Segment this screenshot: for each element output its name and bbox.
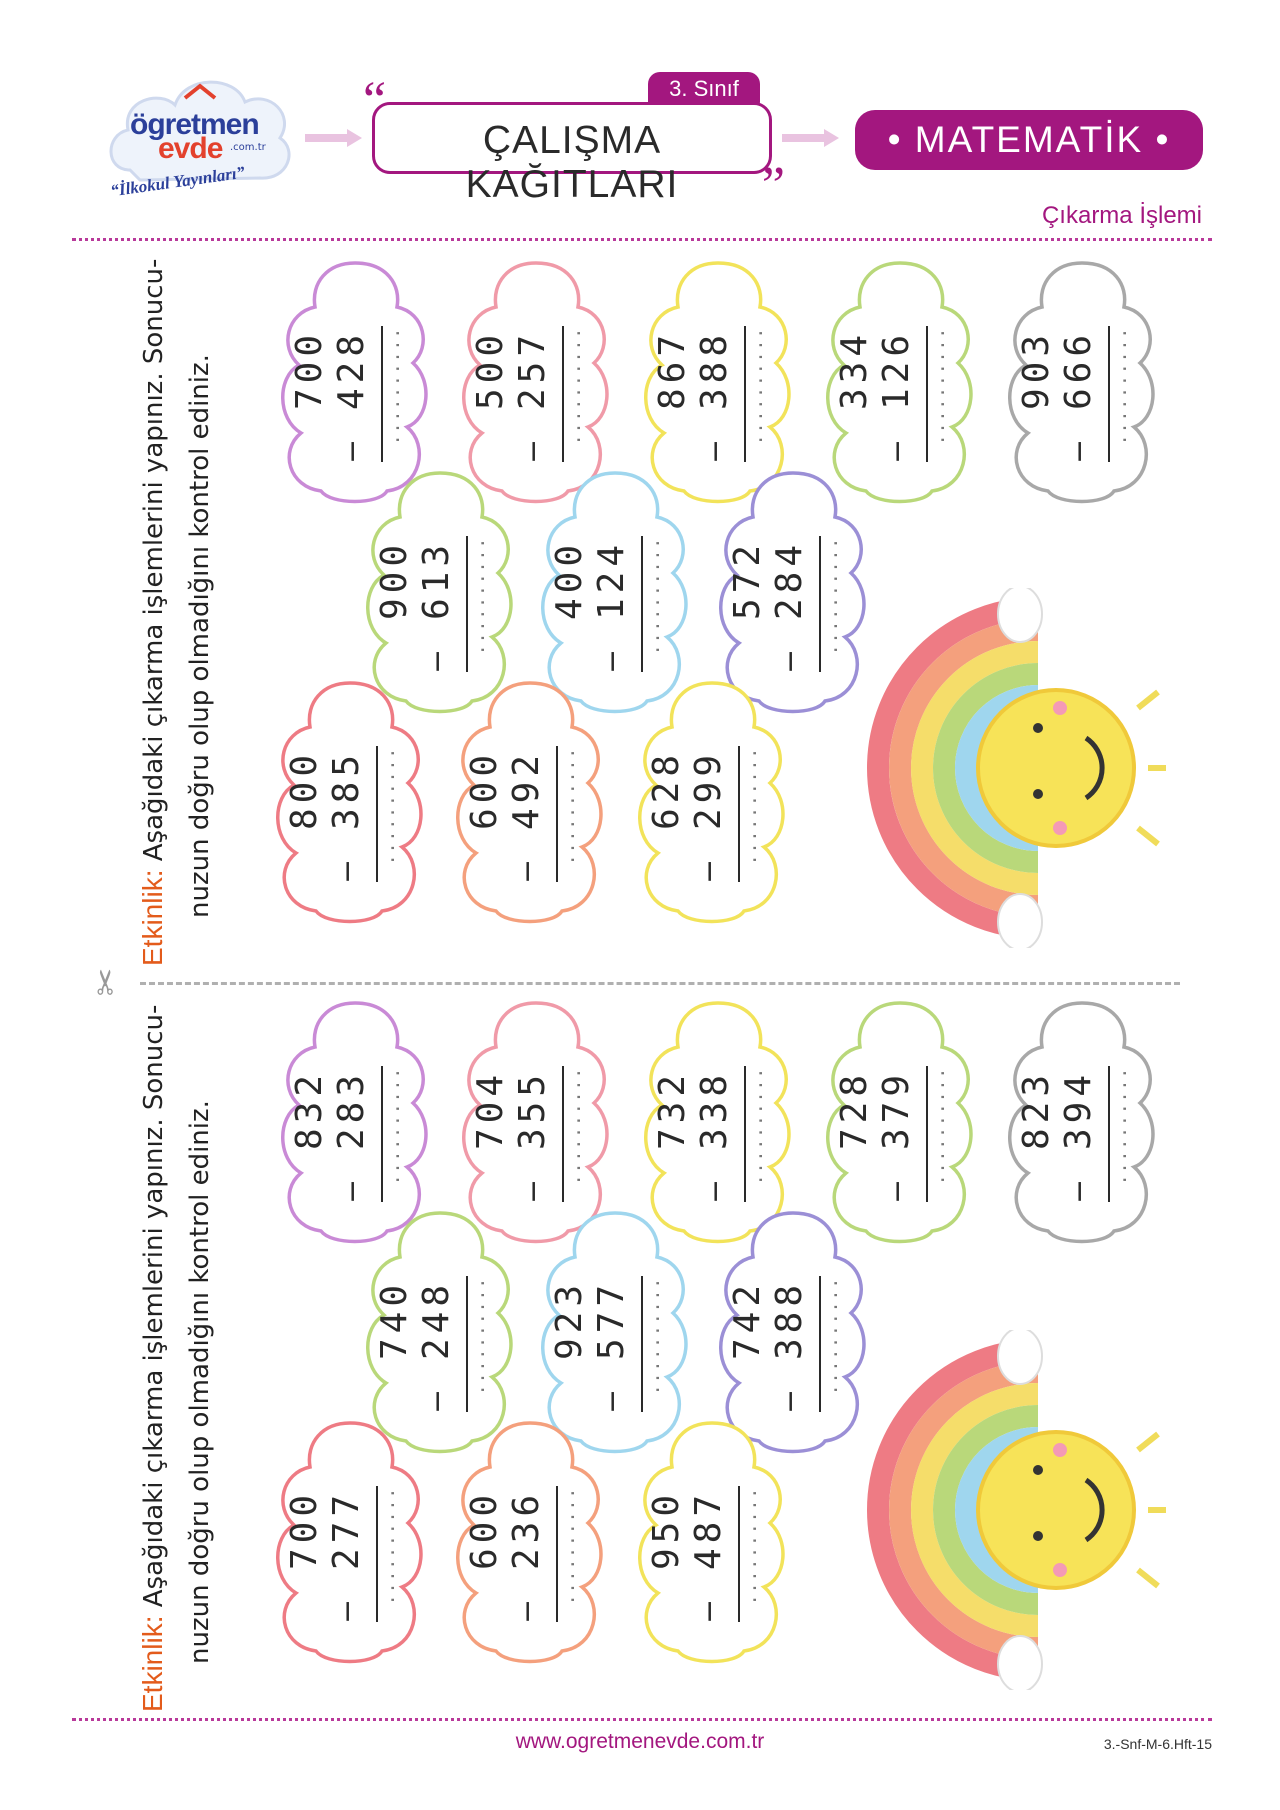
subtrahend: 388 <box>694 330 735 411</box>
problem-text <box>285 1010 425 1230</box>
problem-text <box>642 1430 782 1650</box>
problem-text <box>723 1220 863 1440</box>
subtrahend: 124 <box>591 540 632 621</box>
subtrahend: 385 <box>326 750 367 831</box>
answer-blank[interactable]: .......... <box>1110 1066 1131 1186</box>
minuend: 728 <box>834 1070 875 1151</box>
instruction-label: Etkinlik: <box>137 869 168 966</box>
sun-icon <box>978 690 1166 846</box>
minuend: 600 <box>464 750 505 831</box>
minuend: 400 <box>549 540 590 621</box>
bottom-divider <box>72 1718 1212 1721</box>
answer-blank[interactable]: .......... <box>1110 326 1131 446</box>
minus-sign-icon: − <box>880 1178 915 1204</box>
minus-sign-icon: − <box>1062 438 1097 464</box>
subtrahend: 257 <box>512 330 553 411</box>
minus-sign-icon: − <box>692 1598 727 1624</box>
subtrahend: 428 <box>331 330 372 411</box>
instruction-label: Etkinlik: <box>137 1615 168 1712</box>
scissors-icon: ✂ <box>86 967 127 997</box>
minuend: 500 <box>470 330 511 411</box>
problem-text <box>723 480 863 700</box>
answer-blank[interactable]: .......... <box>746 1066 767 1186</box>
subtraction-problem <box>450 1415 610 1665</box>
minuend: 700 <box>289 330 330 411</box>
problem-text <box>830 270 970 490</box>
subtraction-problem <box>450 675 610 925</box>
subtraction-problem <box>270 675 430 925</box>
instruction-block <box>130 992 270 1712</box>
footer-page-code: 3.-Snf-M-6.Hft-15 <box>1103 1736 1212 1752</box>
minuend: 950 <box>646 1490 687 1571</box>
minuend: 823 <box>1016 1070 1057 1151</box>
minus-sign-icon: − <box>335 438 370 464</box>
answer-blank[interactable]: .......... <box>821 536 842 656</box>
logo-word-ogretmen: ögretmen <box>130 108 259 141</box>
subtrahend: 666 <box>1058 330 1099 411</box>
minus-sign-icon: − <box>773 648 808 674</box>
subject-badge: • MATEMATİK • <box>855 110 1203 170</box>
subtrahend: 394 <box>1058 1070 1099 1151</box>
logo-domain: .com.tr <box>230 142 266 153</box>
minus-sign-icon: − <box>510 858 545 884</box>
arrow-right-icon <box>305 128 363 148</box>
topic-label: Çıkarma İşlemi <box>1041 202 1202 229</box>
subtraction-problem <box>1002 995 1162 1245</box>
subtrahend: 236 <box>506 1490 547 1571</box>
problem-text <box>830 1010 970 1230</box>
minus-sign-icon: − <box>698 1178 733 1204</box>
minuend: 732 <box>652 1070 693 1151</box>
problem-text <box>370 1220 510 1440</box>
answer-blank[interactable]: .......... <box>564 1066 585 1186</box>
publisher-logo <box>100 60 300 210</box>
instruction-line-1: Aşağıdaki çıkarma işlemlerini yapınız. Sonucu- <box>139 1004 169 1608</box>
subtrahend: 492 <box>506 750 547 831</box>
minus-sign-icon: − <box>1062 1178 1097 1204</box>
problem-text <box>280 1430 420 1650</box>
problem-text <box>466 1010 606 1230</box>
arrow-right-icon <box>782 128 840 148</box>
answer-blank[interactable]: .......... <box>643 1276 664 1396</box>
subtrahend: 388 <box>769 1280 810 1361</box>
minuend: 832 <box>289 1070 330 1151</box>
answer-blank[interactable]: .......... <box>740 1486 761 1606</box>
minus-sign-icon: − <box>516 438 551 464</box>
problem-text <box>460 1430 600 1650</box>
problem-text <box>648 270 788 490</box>
minus-sign-icon: − <box>335 1178 370 1204</box>
answer-blank[interactable]: .......... <box>740 746 761 866</box>
subtraction-problem <box>270 1415 430 1665</box>
sun-icon <box>978 1432 1166 1588</box>
minus-sign-icon: − <box>420 1388 455 1414</box>
problem-text <box>642 690 782 910</box>
problem-text <box>280 690 420 910</box>
answer-blank[interactable]: .......... <box>378 746 399 866</box>
minuend: 800 <box>284 750 325 831</box>
minuend: 628 <box>646 750 687 831</box>
subtraction-problem <box>1002 255 1162 505</box>
instruction-line-2: nuzun doğru olup olmadığını kontrol ediniz. <box>185 354 215 918</box>
minuend: 923 <box>549 1280 590 1361</box>
answer-blank[interactable]: .......... <box>468 536 489 656</box>
top-divider <box>72 238 1212 241</box>
subtrahend: 338 <box>694 1070 735 1151</box>
subtraction-problem <box>632 675 792 925</box>
subtraction-problem <box>632 1415 792 1665</box>
minuend: 867 <box>652 330 693 411</box>
answer-blank[interactable]: .......... <box>821 1276 842 1396</box>
minuend: 742 <box>727 1280 768 1361</box>
logo-word-evde: evde <box>158 132 223 165</box>
subtrahend: 379 <box>876 1070 917 1151</box>
subtrahend: 299 <box>688 750 729 831</box>
subtrahend: 283 <box>331 1070 372 1151</box>
answer-blank[interactable]: .......... <box>928 1066 949 1186</box>
minuend: 600 <box>464 1490 505 1571</box>
minus-sign-icon: − <box>692 858 727 884</box>
minus-sign-icon: − <box>330 1598 365 1624</box>
problem-text <box>460 690 600 910</box>
minuend: 740 <box>374 1280 415 1361</box>
minus-sign-icon: − <box>773 1388 808 1414</box>
subtrahend: 355 <box>512 1070 553 1151</box>
minuend: 334 <box>834 330 875 411</box>
minus-sign-icon: − <box>516 1178 551 1204</box>
minus-sign-icon: − <box>420 648 455 674</box>
answer-blank[interactable]: .......... <box>383 1066 404 1186</box>
problem-text <box>285 270 425 490</box>
problem-text <box>648 1010 788 1230</box>
problem-text <box>1012 270 1152 490</box>
open-quote-icon: “ <box>363 72 387 129</box>
problem-text <box>466 270 606 490</box>
subtrahend: 126 <box>876 330 917 411</box>
subtrahend: 284 <box>769 540 810 621</box>
grade-label: 3. Sınıf <box>648 72 760 106</box>
problem-text <box>1012 1010 1152 1230</box>
subtrahend: 277 <box>326 1490 367 1571</box>
minus-sign-icon: − <box>510 1598 545 1624</box>
answer-blank[interactable]: .......... <box>558 746 579 866</box>
footer-url: www.ogretmenevde.com.tr <box>515 1730 765 1753</box>
close-quote-icon: ” <box>761 157 785 214</box>
minuend: 572 <box>727 540 768 621</box>
minus-sign-icon: − <box>595 648 630 674</box>
answer-blank[interactable]: .......... <box>643 536 664 656</box>
subtrahend: 487 <box>688 1490 729 1571</box>
answer-blank[interactable]: .......... <box>468 1276 489 1396</box>
minus-sign-icon: − <box>880 438 915 464</box>
instruction-block <box>130 246 270 966</box>
rainbow-sun-illustration <box>848 588 1168 948</box>
minus-sign-icon: − <box>595 1388 630 1414</box>
answer-blank[interactable]: .......... <box>928 326 949 446</box>
minus-sign-icon: − <box>330 858 365 884</box>
minuend: 903 <box>1016 330 1057 411</box>
answer-blank[interactable]: .......... <box>564 326 585 446</box>
instruction-line-2: nuzun doğru olup olmadığını kontrol ediniz. <box>185 1100 215 1664</box>
subtrahend: 613 <box>416 540 457 621</box>
problem-text <box>370 480 510 700</box>
cut-line <box>140 982 1180 985</box>
minuend: 900 <box>374 540 415 621</box>
rainbow-sun-illustration <box>848 1330 1168 1690</box>
answer-blank[interactable]: .......... <box>383 326 404 446</box>
answer-blank[interactable]: .......... <box>746 326 767 446</box>
minuend: 704 <box>470 1070 511 1151</box>
answer-blank[interactable]: .......... <box>558 1486 579 1606</box>
problem-text <box>545 1220 685 1440</box>
subtrahend: 577 <box>591 1280 632 1361</box>
subtrahend: 248 <box>416 1280 457 1361</box>
worksheet-title: ÇALIŞMA KAĞITLARI <box>465 119 679 206</box>
problem-text <box>545 480 685 700</box>
logo-tagline: “İlkokul Yayınları” <box>109 162 247 201</box>
minuend: 700 <box>284 1490 325 1571</box>
answer-blank[interactable]: .......... <box>378 1486 399 1606</box>
minus-sign-icon: − <box>698 438 733 464</box>
instruction-line-1: Aşağıdaki çıkarma işlemlerini yapınız. Sonucu- <box>139 258 169 862</box>
